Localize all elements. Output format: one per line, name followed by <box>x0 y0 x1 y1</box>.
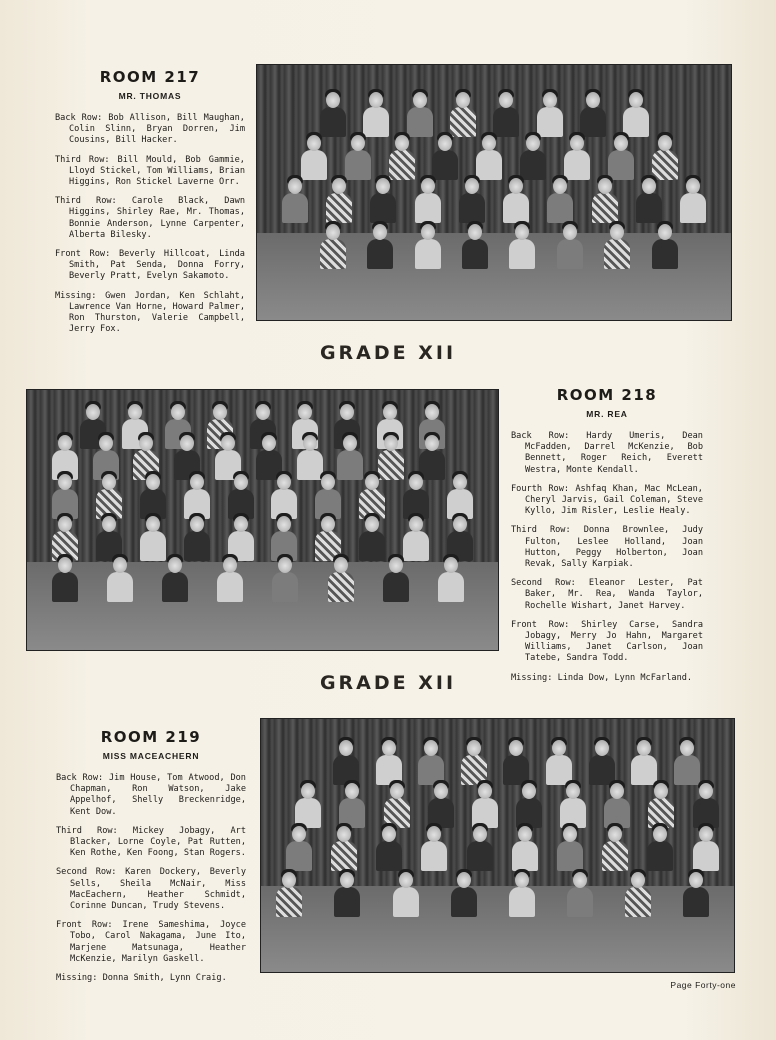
head <box>553 178 567 194</box>
torso <box>680 193 706 223</box>
head <box>654 783 668 799</box>
torso <box>217 572 243 602</box>
roster-row <box>55 196 245 241</box>
head <box>453 516 467 532</box>
torso <box>286 841 312 871</box>
room-218-teacher: MR. REA <box>586 409 628 419</box>
torso <box>320 239 346 269</box>
head <box>382 826 396 842</box>
torso <box>652 239 678 269</box>
roster-row <box>511 431 703 476</box>
head <box>99 435 113 451</box>
head <box>689 872 703 888</box>
roster-row <box>55 155 245 189</box>
head <box>608 826 622 842</box>
head <box>629 92 643 108</box>
torso <box>592 193 618 223</box>
torso <box>602 841 628 871</box>
head <box>680 740 694 756</box>
torso <box>450 107 476 137</box>
torso <box>467 841 493 871</box>
head <box>180 435 194 451</box>
torso <box>331 841 357 871</box>
head <box>413 92 427 108</box>
torso <box>557 239 583 269</box>
head <box>146 474 160 490</box>
head <box>171 404 185 420</box>
room-219-caption <box>56 728 246 992</box>
head <box>298 404 312 420</box>
head <box>563 224 577 240</box>
torso <box>345 150 371 180</box>
head <box>421 178 435 194</box>
room-218-title: ROOM 218 <box>556 386 658 404</box>
head <box>434 783 448 799</box>
head <box>573 872 587 888</box>
torso <box>625 887 651 917</box>
torso <box>438 572 464 602</box>
torso <box>52 572 78 602</box>
roster-row-label: Back Row: <box>56 773 104 783</box>
torso <box>370 193 396 223</box>
photo-floor <box>27 562 498 650</box>
torso <box>683 887 709 917</box>
head <box>376 178 390 194</box>
torso <box>547 193 573 223</box>
roster-row-names: Ashfaq Khan, Mac McLean, Cheryl Jarvis, Gail Coleman, Steve Kyllo, Jim Risler, Leslie Healy. <box>525 483 703 517</box>
head <box>190 516 204 532</box>
head <box>256 404 270 420</box>
head <box>395 135 409 151</box>
torso <box>693 841 719 871</box>
torso <box>647 841 673 871</box>
head <box>351 135 365 151</box>
torso <box>459 193 485 223</box>
head <box>399 872 413 888</box>
head <box>58 474 72 490</box>
roster-row-label: Fourth Row: <box>511 483 570 494</box>
torso <box>328 572 354 602</box>
head <box>595 740 609 756</box>
torso <box>389 150 415 180</box>
room-217-roster <box>55 113 245 335</box>
roster-row-names: Bob Allison, Bill Maughan, Colin Slinn, Bryan Dorren, Jim Cousins, Bill Hacker. <box>69 113 245 146</box>
head <box>482 135 496 151</box>
head <box>522 783 536 799</box>
room-218-roster <box>511 431 703 684</box>
head <box>473 826 487 842</box>
head <box>653 826 667 842</box>
head <box>570 135 584 151</box>
head <box>326 224 340 240</box>
torso <box>383 572 409 602</box>
roster-row-label: Front Row: <box>511 619 570 630</box>
roster-row-label: Missing: <box>511 672 553 683</box>
roster-row <box>511 484 703 518</box>
head <box>58 557 72 573</box>
roster-row-label: Back Row: <box>55 113 103 123</box>
torso <box>367 239 393 269</box>
head <box>390 783 404 799</box>
torso <box>376 841 402 871</box>
head <box>465 178 479 194</box>
torso <box>503 193 529 223</box>
head <box>467 740 481 756</box>
torso <box>421 841 447 871</box>
torso <box>415 239 441 269</box>
roster-row-names: Beverly Hillcoat, Linda Smith, Pat Senda, Donna Forry, Beverly Pratt, Evelyn Sakamoto. <box>69 249 245 282</box>
roster-row-label: Back Row: <box>511 431 570 441</box>
head <box>334 557 348 573</box>
head <box>303 435 317 451</box>
torso <box>462 239 488 269</box>
head <box>637 740 651 756</box>
head <box>221 435 235 451</box>
roster-row <box>56 867 246 912</box>
torso <box>326 193 352 223</box>
torso <box>407 107 433 137</box>
head <box>58 435 72 451</box>
head <box>642 178 656 194</box>
room-219-roster <box>56 773 246 984</box>
torso <box>276 887 302 917</box>
roster-row-names: Donna Brownlee, Judy Fulton, Leslee Holland, Joan Hutton, Peggy Holberton, Joan Revak, Sally Karpiak. <box>525 525 703 570</box>
roster-row-label: Second Row: <box>56 867 117 878</box>
roster-row <box>56 773 246 818</box>
torso <box>320 107 346 137</box>
head <box>456 92 470 108</box>
torso <box>512 841 538 871</box>
room-217-class-photo <box>256 64 732 321</box>
torso <box>393 887 419 917</box>
head <box>383 404 397 420</box>
head <box>146 516 160 532</box>
head <box>631 872 645 888</box>
roster-row <box>56 826 246 860</box>
roster-row-label: Second Row: <box>511 578 576 589</box>
grade-heading-2: GRADE XII <box>319 672 457 694</box>
room-219-title: ROOM 219 <box>100 728 202 746</box>
head <box>563 826 577 842</box>
head <box>139 435 153 451</box>
head <box>292 826 306 842</box>
roster-row <box>55 291 245 336</box>
head <box>326 92 340 108</box>
head <box>365 516 379 532</box>
torso <box>432 150 458 180</box>
room-218-caption <box>511 386 703 692</box>
torso <box>564 150 590 180</box>
head <box>365 474 379 490</box>
head <box>102 516 116 532</box>
head <box>58 516 72 532</box>
roster-row-label: Missing: <box>55 290 97 301</box>
roster-row <box>511 525 703 570</box>
roster-row-label: Front Row: <box>55 249 111 260</box>
torso <box>476 150 502 180</box>
torso <box>520 150 546 180</box>
torso <box>162 572 188 602</box>
torso <box>652 150 678 180</box>
head <box>102 474 116 490</box>
head <box>586 92 600 108</box>
head <box>409 516 423 532</box>
head <box>468 224 482 240</box>
head <box>566 783 580 799</box>
head <box>321 516 335 532</box>
head <box>509 740 523 756</box>
head <box>421 224 435 240</box>
roster-row-label: Third Row: <box>55 154 110 165</box>
grade-heading-1: GRADE XII <box>319 342 457 364</box>
roster-row-label: Third Row: <box>511 525 571 536</box>
torso <box>140 531 166 561</box>
roster-row-names: Mickey Jobagy, Art Blacker, Lorne Coyle, Pat Rutten, Ken Rothe, Ken Foong, Stan Rogers. <box>70 825 246 859</box>
photo-floor <box>261 886 734 972</box>
roster-row-names: Linda Dow, Lynn McFarland. <box>552 672 693 683</box>
torso <box>334 887 360 917</box>
roster-row-names: Karen Dockery, Beverly Sells, Sheila McNair, Miss MacEachern, Heather Schmidt, Corinne Duncan, Trudy Stevens. <box>70 867 246 912</box>
roster-row-names: Eleanor Lester, Pat Baker, Mr. Rea, Wanda Taylor, Rochelle Wishart, Janet Harvey. <box>525 578 703 611</box>
torso <box>107 572 133 602</box>
roster-row-names: Irene Sameshima, Joyce Tobo, Carol Nakagama, June Ito, Marjene Matsunaga, Heather McKenzie, Marilyn Gaskell. <box>70 920 246 964</box>
torso <box>636 193 662 223</box>
head <box>552 740 566 756</box>
roster-row-names: Bill Mould, Bob Gammie, Lloyd Stickel, Tom Williams, Brian Higgins, Ron Stickel Laverne Orr. <box>69 154 245 188</box>
head <box>515 872 529 888</box>
head <box>614 135 628 151</box>
roster-row-label: Front Row: <box>56 920 113 931</box>
head <box>425 404 439 420</box>
head <box>686 178 700 194</box>
head <box>301 783 315 799</box>
room-219-teacher: MISS MACEACHERN <box>102 751 200 761</box>
torso <box>403 531 429 561</box>
head <box>213 404 227 420</box>
torso <box>557 841 583 871</box>
head <box>526 135 540 151</box>
torso <box>337 450 363 480</box>
head <box>86 404 100 420</box>
torso <box>608 150 634 180</box>
room-217-title: ROOM 217 <box>99 68 201 86</box>
torso <box>272 572 298 602</box>
roster-row-label: Third Row: <box>56 825 118 836</box>
head <box>427 826 441 842</box>
roster-row <box>55 249 245 283</box>
head <box>658 135 672 151</box>
torso <box>509 887 535 917</box>
room-217-teacher: MR. THOMAS <box>118 91 182 101</box>
head <box>337 826 351 842</box>
head <box>369 92 383 108</box>
roster-row-names: Shirley Carse, Sandra Jobagy, Merry Jo Hahn, Margaret Williams, Janet Carlson, Joan Tatebe, Sandra Todd. <box>525 619 704 664</box>
head <box>478 783 492 799</box>
roster-row-label: Third Row: <box>55 196 117 207</box>
head <box>382 740 396 756</box>
torso <box>604 239 630 269</box>
roster-row-names: Donna Smith, Lynn Craig. <box>97 973 227 984</box>
head <box>699 783 713 799</box>
room-217-caption <box>55 68 245 343</box>
head <box>277 516 291 532</box>
head <box>262 435 276 451</box>
roster-row <box>56 920 246 965</box>
head <box>598 178 612 194</box>
torso <box>451 887 477 917</box>
head <box>424 740 438 756</box>
head <box>288 178 302 194</box>
head <box>518 826 532 842</box>
head <box>509 178 523 194</box>
head <box>389 557 403 573</box>
head <box>307 135 321 151</box>
head <box>339 740 353 756</box>
head <box>345 783 359 799</box>
head <box>332 178 346 194</box>
roster-row-label: Missing: <box>56 973 98 984</box>
head <box>234 516 248 532</box>
torso <box>297 450 323 480</box>
head <box>499 92 513 108</box>
head <box>234 474 248 490</box>
torso <box>567 887 593 917</box>
head <box>699 826 713 842</box>
head <box>610 783 624 799</box>
head <box>321 474 335 490</box>
torso <box>623 107 649 137</box>
head <box>438 135 452 151</box>
torso <box>493 107 519 137</box>
head <box>453 474 467 490</box>
head <box>658 224 672 240</box>
roster-row-names: Jim House, Tom Atwood, Don Chapman, Ron Watson, Jake Appelhof, Shelly Breckenridge, Kent Dow. <box>70 773 246 817</box>
torso <box>537 107 563 137</box>
torso <box>282 193 308 223</box>
torso <box>378 450 404 480</box>
page-number: Page Forty-one <box>670 980 736 990</box>
torso <box>631 755 657 785</box>
head <box>128 404 142 420</box>
roster-row-names: Hardy Umeris, Dean McFadden, Darrel McKenzie, Bob Bennett, Roger Reich, Everett Westra, Monte Kendall. <box>525 431 703 475</box>
torso <box>359 531 385 561</box>
head <box>543 92 557 108</box>
torso <box>674 755 700 785</box>
roster-row <box>511 578 703 612</box>
torso <box>509 239 535 269</box>
room-219-class-photo <box>260 718 735 973</box>
roster-row <box>55 113 245 147</box>
roster-row-names: Gwen Jordan, Ken Schlaht, Lawrence Van Horne, Howard Palmer, Ron Thurston, Valerie Campbell, Jerry Fox. <box>69 290 245 335</box>
torso <box>301 150 327 180</box>
torso <box>184 531 210 561</box>
torso <box>363 107 389 137</box>
head <box>409 474 423 490</box>
head <box>190 474 204 490</box>
room-218-class-photo <box>26 389 499 651</box>
roster-row <box>56 973 246 984</box>
head <box>457 872 471 888</box>
roster-row-names: Carole Black, Dawn Higgins, Shirley Rae, Mr. Thomas, Bonnie Anderson, Lynne Carpenter, Alberta Bilesky. <box>69 196 245 240</box>
torso <box>415 193 441 223</box>
roster-row <box>511 620 703 665</box>
head <box>340 404 354 420</box>
torso <box>580 107 606 137</box>
head <box>277 474 291 490</box>
